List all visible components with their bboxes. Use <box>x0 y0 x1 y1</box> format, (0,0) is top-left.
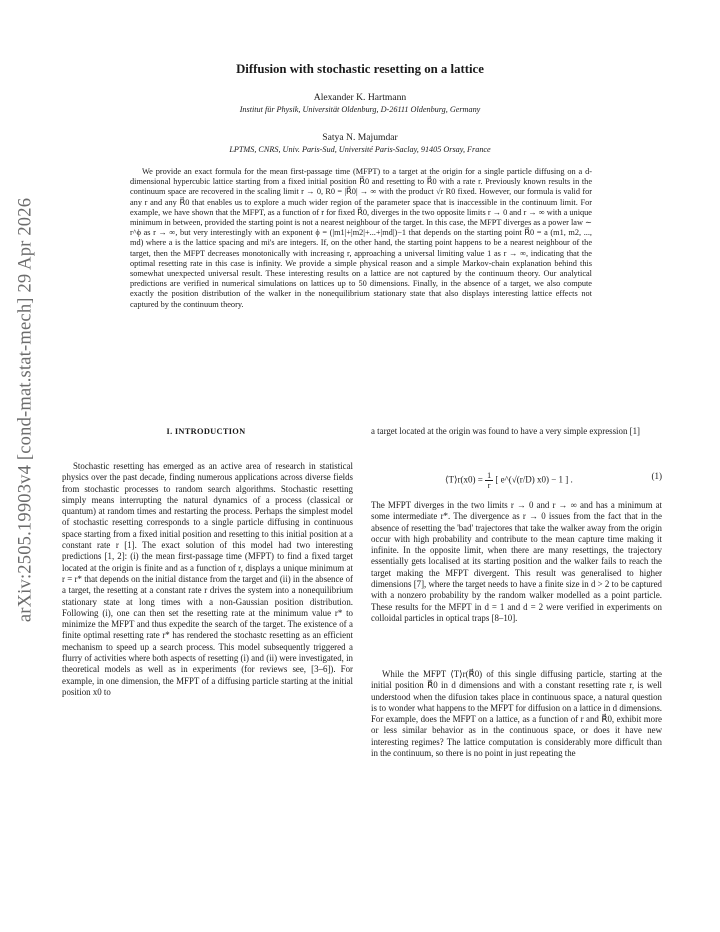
body-paragraph: a target located at the origin was found to have a very simple expression [1] <box>371 426 640 436</box>
arxiv-sidebar-stamp <box>6 160 46 660</box>
paper-title: Diffusion with stochastic resetting on a lattice <box>236 62 484 76</box>
abstract: We provide an exact formula for the mean first-passage time (MFPT) to a target at the origin for a single particle diffusing on a d-dimensional hypercubic lattice starting from a fixed initial position R⃗0 and resetting to R⃗0 with a rate r. Previously known results in the continuum space are recovered in the scaling limit r → 0, R0 = |R⃗0| → ∞ with the product √r R0 fixed. However, our formula is valid for any r and any R⃗0 that enables us to explore a much wider region of the parameter space that is inaccessible in the continuum limit. For example, we have shown that the MFPT, as a function of r for fixed R⃗0, diverges in the two opposite limits r → 0 and r → ∞ with a unique minimum in between, provided the starting point is not a nearest neighbour of the target. In this case, the MFPT diverges as a power law ∼ r^ϕ as r → ∞, but very interestingly with an exponent ϕ = (|m1|+|m2|+...+|md|)−1 that depends on the starting point R⃗0 = a (m1, m2, ..., md) where a is the lattice spacing and mi's are integers. If, on the other hand, the starting point happens to be a nearest neighbour of the target, then the MFPT decreases monotonically with increasing r, approaching a universal limiting value 1 as r → ∞, indicating that the optimal resetting rate in this case is infinity. We provide a simple physical reason and a simple Markov-chain explanation behind this somewhat unexpected universal result. These interesting results on a lattice are not captured by the continuum theory. Our analytical predictions are verified in numerical simulations on lattices up to 50 dimensions. Finally, in the absence of a target, we also compute exactly the position distribution of the walker in the nonequilibrium stationary state that also displays interesting lattice effects not captured by the continuum theory. <box>130 167 592 309</box>
body-paragraph: Stochastic resetting has emerged as an active area of research in statistical physics over the past decade, finding numerous applications across diverse fields from stochastic processes to random search algorithms. Stochastic resetting simply means interrupting the natural dynamics of a process (classical or quantum) at random times and restarting the process. Perhaps the simplest model of stochastic resetting corresponds to a single particle diffusing in continuous space starting from a fixed initial position and resetting to this initial position at a constant rate r [1]. The exact solution of this model had two interesting predictions [1, 2]: (i) the mean first-passage time (MFPT) to find a fixed target located at the origin is finite and as a function of r, displays a unique minimum at r = r* that depends on the initial distance from the target and (ii) in the absence of a target, the resetting at a constant rate r drives the system into a nonequilibrium stationary state at long times with a non-Gaussian position distribution. Following (i), one can then set the resetting rate at the minimum value r* to minimize the MFPT and thus expedite the search of the target. The existence of a finite optimal resetting rate r* has rendered the stochastc resetting as an efficient mechanism to speed up a search process. This model subsequently triggered a flurry of activities where both aspects of resetting (i) and (ii) were investigated, in theoretical models as well as in experiments (for reviews see, [3–6]). For example, in one dimension, the MFPT of a diffusing particle starting at the initial position x0 to <box>62 461 353 697</box>
body-paragraph: The MFPT diverges in the two limits r → 0 and r → ∞ and has a minimum at some intermediate r*. The divergence as r → 0 issues from the fact that in the absence of resetting the 'bad' trajectores that take the walker away from the origin occur with high probability and contribute to the mean capture time making it infinite. In the opposite limit, when there are many resettings, the trajectory essentially gets localised at its starting position and the walker fails to reach the target making the MFPT divergent. This result was generalised to higher dimensions [7], where the target needs to have a finite size in d > 2 to be captured with a nonzero probability by the random walker modelled as a point particle. These results for the MFPT in d = 1 and d = 2 were verified in experiments on colloidal particles in optical traps [8–10]. <box>371 500 662 623</box>
arxiv-identifier: arXiv:2505.19903v4 [cond-mat.stat-mech] 29 Apr 2026 <box>15 197 36 623</box>
section-heading: I. INTRODUCTION <box>166 427 246 436</box>
body-paragraph: While the MFPT ⟨T⟩r(R⃗0) of this single diffusing particle, starting at the initial position R⃗0 in d dimensions and with a constant resetting rate r, is well understood when the difusion takes place in continuous space, a natural question is to wonder what happens to the MFPT for diffusion on a lattice in d dimensions. For example, does the MFPT on a lattice, as a function of r and R⃗0, exhibit more or less similar behavior as in the continuous space, or does it have new interesting regimes? The lattice computation is considerably more difficult than in the continuum, so there is no point in just repeating the <box>371 669 662 759</box>
author-name: Alexander K. Hartmann <box>313 92 407 103</box>
equation-body: ⟨T⟩r(x0) = $\frac{1}{r}$ [ e^(√(r/D) x0) − 1 ] . <box>445 471 573 490</box>
author-name: Satya N. Majumdar <box>322 132 398 143</box>
equation-number: (1) <box>651 471 662 481</box>
author-affiliation: LPTMS, CNRS, Univ. Paris-Sud, Université Paris-Saclay, 91405 Orsay, France <box>229 145 491 154</box>
equation-1 <box>371 469 662 490</box>
author-affiliation: Institut für Physik, Universität Oldenburg, D-26111 Oldenburg, Germany <box>239 105 481 114</box>
